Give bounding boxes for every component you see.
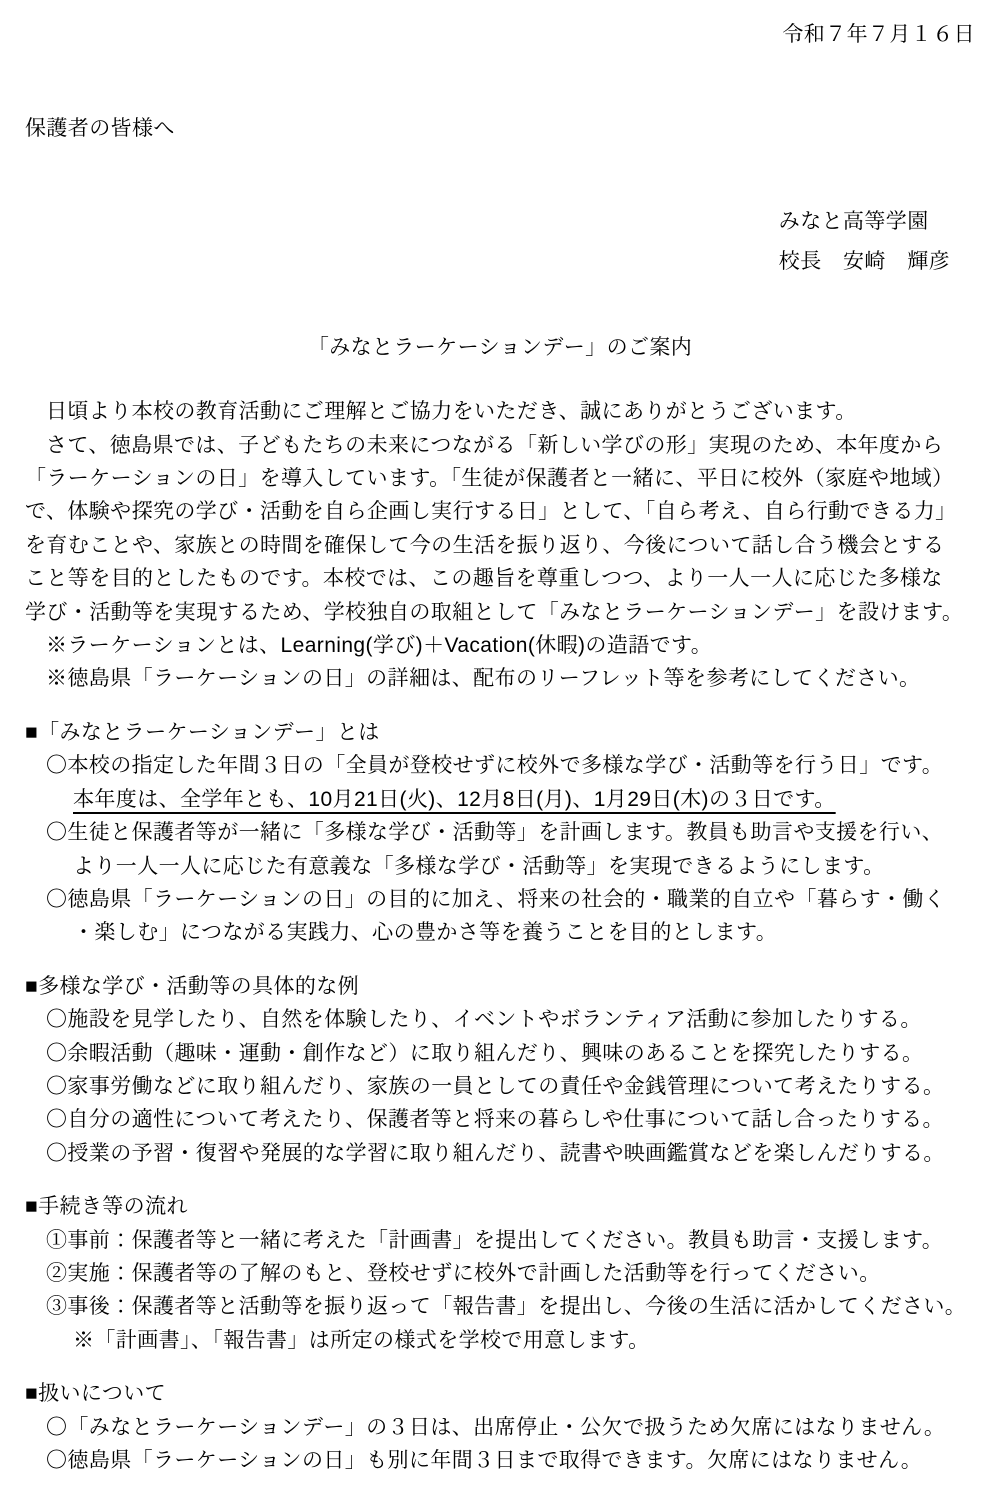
date-line: 令和７年７月１６日 (782, 23, 975, 46)
text-line: こと等を目的としたものです。本校では、この趣旨を尊重しつつ、より一人一人に応じた多様な (25, 567, 943, 591)
text-line: 〇徳島県「ラーケーションの日」の目的に加え、将来の社会的・職業的自立や「暮らす・働く (46, 887, 946, 911)
text-line: 〇授業の予習・復習や発展的な学習に取り組んだり、読書や映画鑑賞などを楽しんだりする。 (46, 1141, 945, 1165)
text-line: 〇余暇活動（趣味・運動・創作など）に取り組んだり、興味のあることを探究したりする。 (46, 1041, 924, 1065)
recipient-line: 保護者の皆様へ (25, 117, 175, 141)
section-heading: ■手続き等の流れ (25, 1195, 188, 1219)
section-heading: ■「みなとラーケーションデー」とは (25, 720, 380, 744)
text-line: 〇徳島県「ラーケーションの日」も別に年間３日まで取得できます。欠席にはなりません。 (46, 1449, 923, 1472)
text-line: 〇自分の適性について考えたり、保護者等と将来の暮らしや仕事について話し合ったりする。 (46, 1108, 944, 1132)
intro-paragraph (25, 395, 975, 696)
section (25, 716, 975, 950)
text-line: 〇本校の指定した年間３日の「全員が登校せずに校外で多様な学び・活動等を行う日」です。 (46, 754, 944, 778)
document-sections (25, 716, 975, 1478)
sender-block (779, 202, 950, 282)
text-line: 〇生徒と保護者等が一緒に「多様な学び・活動等」を計画します。教員も助言や支援を行い、 (46, 821, 944, 845)
section (25, 970, 975, 1170)
text-line: を育むことや、家族との時間を確保して今の生活を振り返り、今後について話し合う機会とする (25, 533, 945, 557)
underlined-dates-line: 本年度は、全学年とも、10月21日(火)、12月8日(月)、1月29日(木)の３日です。 (73, 787, 836, 811)
section (25, 1190, 975, 1357)
section-heading: ■多様な学び・活動等の具体的な例 (25, 974, 360, 998)
text-line: ③事後：保護者等と活動等を振り返って「報告書」を提出し、今後の生活に活かしてください。 (46, 1295, 967, 1319)
text-line: ①事前：保護者等と一緒に考えた「計画書」を提出してください。教員も助言・支援します。 (46, 1228, 944, 1252)
text-line: ※ラーケーションとは、Learning(学び)＋Vacation(休暇)の造語です。 (46, 634, 713, 658)
text-line: 〇「みなとラーケーションデー」の３日は、出席停止・公欠で扱うため欠席にはなりません。 (46, 1415, 946, 1439)
text-line: さて、徳島県では、子どもたちの未来につながる「新しい学びの形」実現のため、本年度から (46, 433, 944, 457)
section-heading: ■扱いについて (25, 1382, 167, 1406)
text-line: ※「計画書」、「報告書」は所定の様式を学校で用意します。 (73, 1328, 650, 1352)
text-line: ・楽しむ」につながる実践力、心の豊かさ等を養うことを目的とします。 (73, 921, 778, 945)
document-title: 「みなとラーケーションデー」のご案内 (307, 335, 693, 359)
text-line: 〇施設を見学したり、自然を体験したり、イベントやボランティア活動に参加したりする。 (46, 1008, 922, 1032)
text-line: 学び・活動等を実現するため、学校独自の取組として「みなとラーケーションデー」を設けます。 (25, 600, 964, 624)
text-line: ※徳島県「ラーケーションの日」の詳細は、配布のリーフレット等を参考にしてください。 (46, 667, 921, 691)
text-line: より一人一人に応じた有意義な「多様な学び・活動等」を実現できるようにします。 (73, 854, 885, 878)
principal-name: 校長 安崎 輝彦 (778, 249, 950, 273)
text-line: 〇家事労働などに取り組んだり、家族の一員としての責任や金銭管理について考えたりする。 (46, 1074, 945, 1098)
text-line: で、体験や探究の学び・活動を自ら企画し実行する日」として、「自ら考え、自ら行動できる力」 (25, 500, 957, 524)
text-line: ②実施：保護者等の了解のもと、登校せずに校外で計画した活動等を行ってください。 (46, 1261, 881, 1285)
text-line: 日頃より本校の教育活動にご理解とご協力をいただき、誠にありがとうございます。 (46, 400, 857, 424)
section (25, 1377, 975, 1477)
school-name: みなと高等学園 (778, 209, 929, 233)
text-line: 「ラーケーションの日」を導入しています。「生徒が保護者と一緒に、平日に校外（家庭や地域） (25, 467, 954, 491)
